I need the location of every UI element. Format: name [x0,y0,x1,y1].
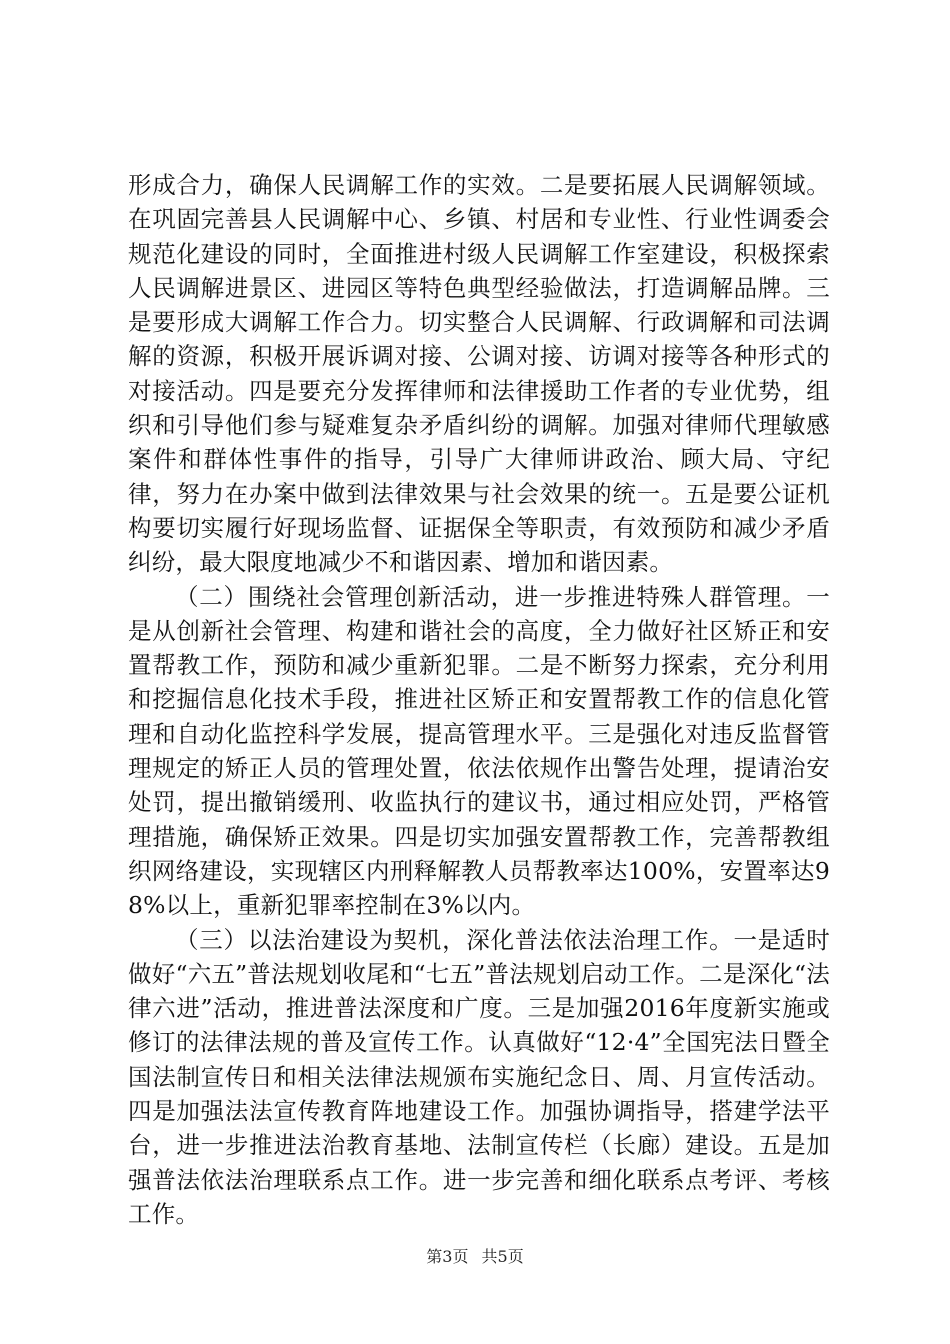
document-body [128,168,830,1231]
paragraph-section-three: （三）以法治建设为契机，深化普法依法治理工作。一是适时做好“六五”普法规划收尾和“七五”普法规划启动工作。二是深化“法律六进”活动，推进普法深度和广度。三是加强2016年度新实施或修订的法律法规的普及宣传工作。认真做好“12·4”全国宪法日暨全国法制宣传日和相关法律法规颁布实施纪念日、周、月宣传活动。四是加强法法宣传教育阵地建设工作。加强协调指导，搭建学法平台，进一步推进法治教育基地、法制宣传栏（长廊）建设。五是加强普法依法治理联系点工作。进一步完善和细化联系点考评、考核工作。 [128,925,830,1228]
paragraph-section-two: （二）围绕社会管理创新活动，进一步推进特殊人群管理。一是从创新社会管理、构建和谐社会的高度，全力做好社区矫正和安置帮教工作，预防和减少重新犯罪。二是不断努力探索，充分利用和挖掘信息化技术手段，推进社区矫正和安置帮教工作的信息化管理和自动化监控科学发展，提高管理水平。三是强化对违反监督管理规定的矫正人员的管理处置，依法依规作出警告处理，提请治安处罚，提出撤销缓刑、收监执行的建议书，通过相应处罚，严格管理措施，确保矫正效果。四是切实加强安置帮教工作，完善帮教组织网络建设，实现辖区内刑释解教人员帮教率达100%，安置率达98%以上，重新犯罪率控制在3%以内。 [128,582,830,920]
page-total: 共5页 [481,1247,524,1266]
page-footer [0,1244,950,1267]
page-number: 第3页 [426,1247,469,1266]
paragraph-continuation: 形成合力，确保人民调解工作的实效。二是要拓展人民调解领域。在巩固完善县人民调解中心、乡镇、村居和专业性、行业性调委会规范化建设的同时，全面推进村级人民调解工作室建设，积极探索人民调解进景区、进园区等特色典型经验做法，打造调解品牌。三是要形成大调解工作合力。切实整合人民调解、行政调解和司法调解的资源，积极开展诉调对接、公调对接、访调对接等各种形式的对接活动。四是要充分发挥律师和法律援助工作者的专业优势，组织和引导他们参与疑难复杂矛盾纠纷的调解。加强对律师代理敏感案件和群体性事件的指导，引导广大律师讲政治、顾大局、守纪律，努力在办案中做到法律效果与社会效果的统一。五是要公证机构要切实履行好现场监督、证据保全等职责，有效预防和减少矛盾纠纷，最大限度地减少不和谐因素、增加和谐因素。 [128,171,830,577]
